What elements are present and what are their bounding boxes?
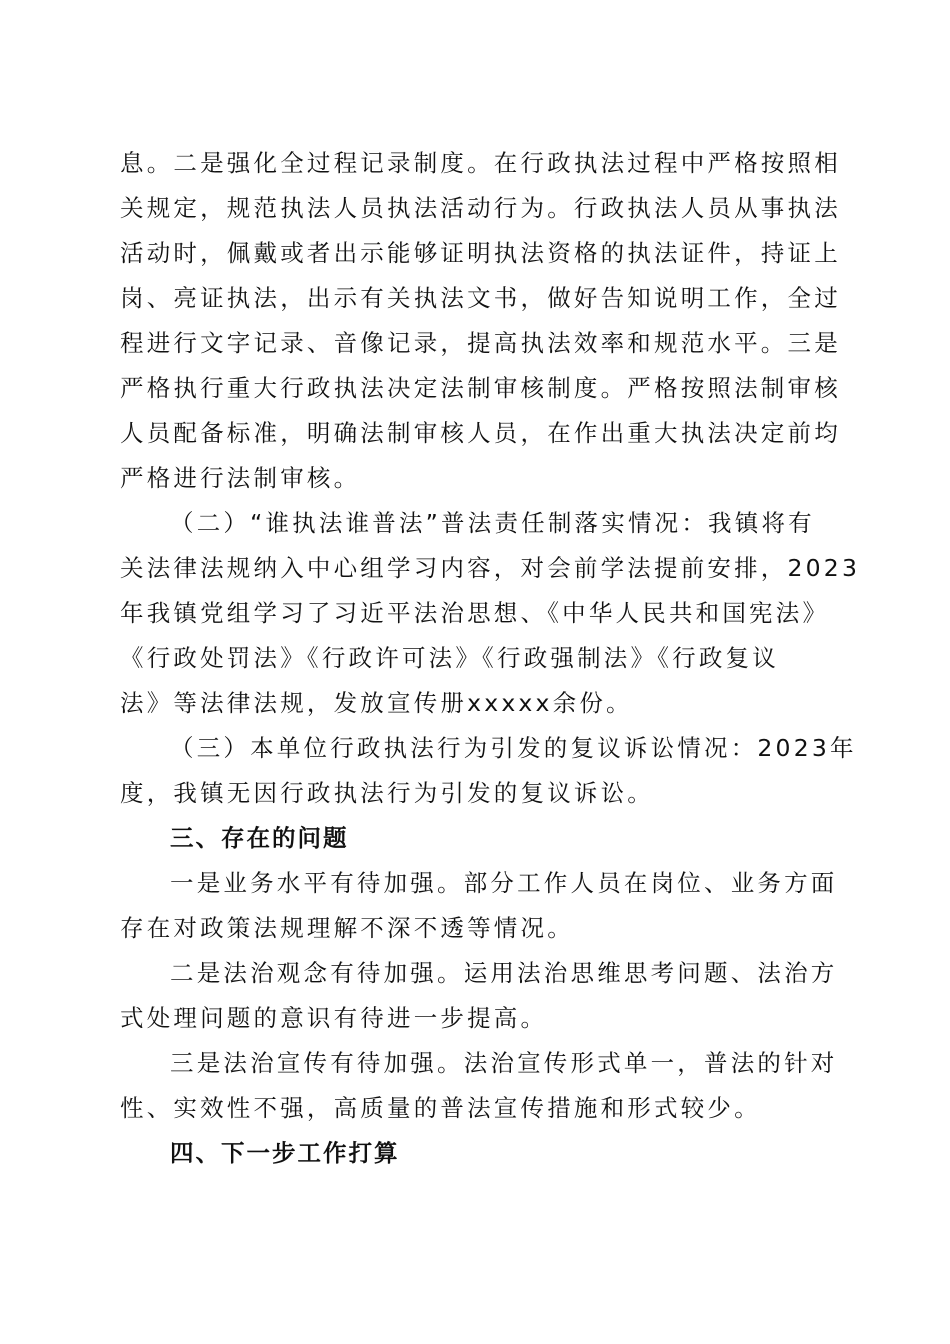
problem-1-start: 一是业务水平有待加强。部分工作人员在岗位、业务方面 [170, 869, 838, 897]
paragraph-3-start: （三）本单位行政执法行为引发的复议诉讼情况：2023年 [170, 734, 857, 762]
text-line-7: 人员配备标准，明确法制审核人员，在作出重大执法决定前均 [120, 419, 841, 447]
text-line-22: 性、实效性不强，高质量的普法宣传措施和形式较少。 [120, 1094, 761, 1122]
text-line-13: 法》等法律法规，发放宣传册xxxxx余份。 [120, 689, 633, 717]
text-line-11: 年我镇党组学习了习近平法治思想、《中华人民共和国宪法》 [120, 599, 830, 627]
text-line-8: 严格进行法制审核。 [120, 464, 361, 492]
text-line-15: 度，我镇无因行政执法行为引发的复议诉讼。 [120, 779, 654, 807]
text-line-18: 存在对政策法规理解不深不透等情况。 [120, 914, 574, 942]
text-line-4: 岗、亮证执法，出示有关执法文书，做好告知说明工作，全过 [120, 284, 841, 312]
text-line-5: 程进行文字记录、音像记录，提高执法效率和规范水平。三是 [120, 329, 841, 357]
text-line-1: 息。二是强化全过程记录制度。在行政执法过程中严格按照相 [120, 149, 841, 177]
problem-3-start: 三是法治宣传有待加强。法治宣传形式单一，普法的针对 [170, 1049, 838, 1077]
section-heading-problems: 三、存在的问题 [170, 824, 349, 852]
section-heading-next-steps: 四、下一步工作打算 [170, 1139, 400, 1167]
text-line-6: 严格执行重大行政执法决定法制审核制度。严格按照法制审核 [120, 374, 841, 402]
paragraph-2-start: （二）“谁执法谁普法”普法责任制落实情况：我镇将有 [170, 509, 815, 537]
text-line-2: 关规定，规范执法人员执法活动行为。行政执法人员从事执法 [120, 194, 841, 222]
text-line-10: 关法律法规纳入中心组学习内容，对会前学法提前安排，2023 [120, 554, 861, 582]
text-line-12: 《行政处罚法》《行政许可法》《行政强制法》《行政复议 [120, 644, 779, 672]
text-line-20: 式处理问题的意识有待进一步提高。 [120, 1004, 548, 1032]
problem-2-start: 二是法治观念有待加强。运用法治思维思考问题、法治方 [170, 959, 838, 987]
text-line-3: 活动时，佩戴或者出示能够证明执法资格的执法证件，持证上 [120, 239, 841, 267]
document-body [120, 141, 861, 1176]
